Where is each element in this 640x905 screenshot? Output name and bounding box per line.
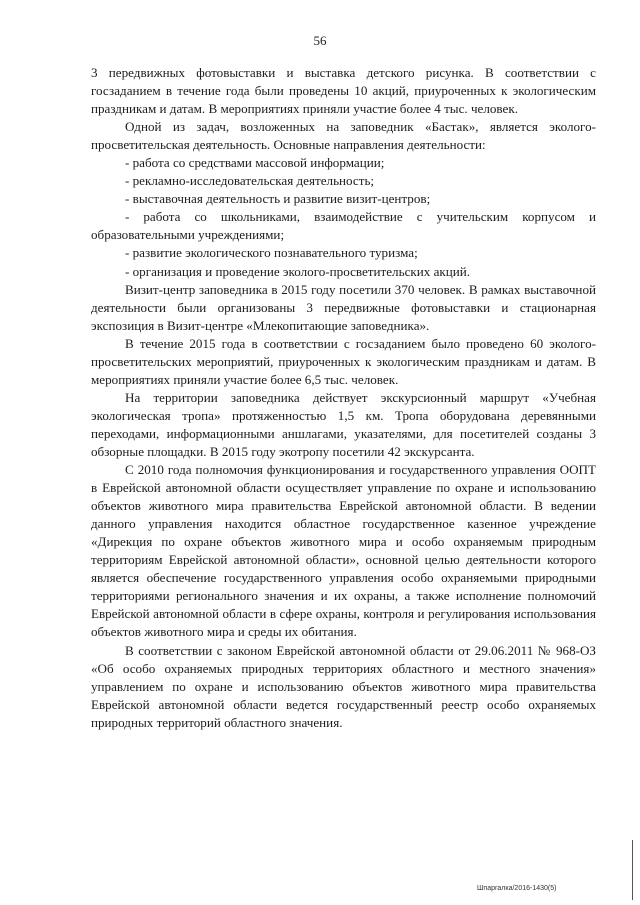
footer-code: Шпаргалка/2016-1430(5)	[477, 885, 557, 892]
list-item: - выставочная деятельность и развитие визит-центров;	[125, 191, 431, 207]
list-item: - работа со школьниками, взаимодействие с учительским корпусом и образовательными учреждениями;	[91, 209, 596, 243]
document-body	[91, 64, 596, 732]
list-item: - рекламно-исследовательская деятельность;	[125, 173, 375, 189]
paragraph: Визит-центр заповедника в 2015 году посетили 370 человек. В рамках выставочной деятельности были организованы 3 передвижные фотовыставки и стационарная экспозиция в Визит-центре «Млекопитающие заповедника».	[91, 281, 596, 333]
paragraph: С 2010 года полномочия функционирования и государственного управления ООПТ в Еврейской автономной области осуществляет управление по охране и использованию объектов животного мира правительства Еврейской автономной области. В ведении данного управления находится областное государственное казенное учреждение «Дирекция по охране объектов животного мира и особо охраняемым природным территориям Еврейской автономной области», основной целью деятельности которого является обеспечение государственного управления особо охраняемыми природными территориями регионального значения и их охраны, а также исполнение полномочий Еврейской автономной области в сфере охраны, контроля и регулирования использования объектов животного мира и среды их обитания.	[91, 462, 596, 640]
scan-edge-line	[632, 840, 633, 900]
list-item: - развитие экологического познавательного туризма;	[125, 245, 418, 261]
paragraph: В течение 2015 года в соответствии с госзаданием было проведено 60 эколого-просветительских мероприятий, приуроченных к экологическим праздникам и датам. В мероприятиях приняли участие более 6,5 тыс. человек.	[91, 335, 596, 387]
list-item: - работа со средствами массовой информации;	[125, 155, 385, 171]
list-item: - организация и проведение эколого-просветительских акций.	[125, 263, 471, 279]
activity-list	[91, 154, 596, 280]
page-number: 56	[313, 33, 327, 48]
paragraph: На территории заповедника действует экскурсионный маршрут «Учебная экологическая тропа» протяженностью 1,5 км. Тропа оборудована деревянными переходами, информационными аншлагами, указателями, для посетителей созданы 3 обзорные площадки. В 2015 году экотропу посетили 42 экскурсанта.	[91, 389, 596, 459]
paragraph: 3 передвижных фотовыставки и выставка детского рисунка. В соответствии с госзаданием в течение года были проведены 10 акций, приуроченных к экологическим праздникам и датам. В мероприятиях приняли участие более 4 тыс. человек.	[91, 65, 596, 117]
paragraph: Одной из задач, возложенных на заповедник «Бастак», является эколого-просветительская деятельность. Основные направления деятельности:	[91, 119, 596, 153]
paragraph: В соответствии с законом Еврейской автономной области от 29.06.2011 № 968-ОЗ «Об особо охраняемых природных территориях областного и местного значения» управлением по охране и использованию объектов животного мира правительства Еврейской автономной области ведется государственный реестр особо охраняемых природных территорий областного значения.	[91, 642, 596, 730]
